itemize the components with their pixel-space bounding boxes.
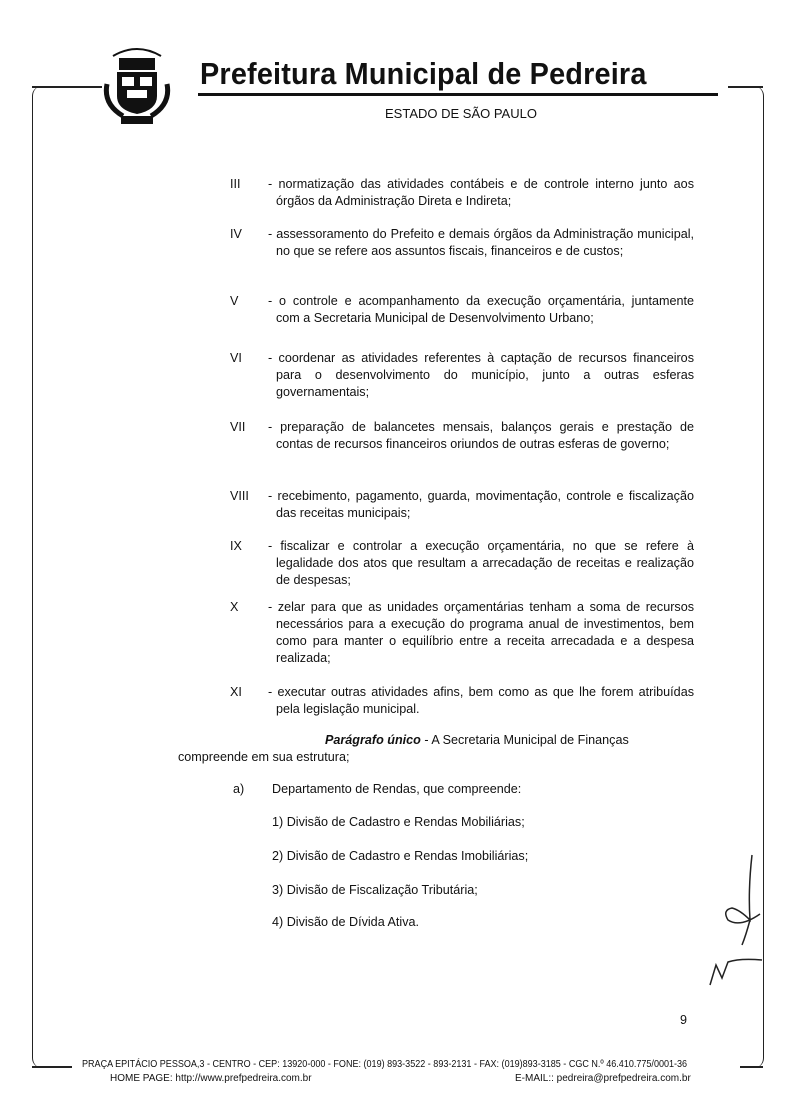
coat-of-arms-logo [103, 44, 171, 126]
item-text: - o controle e acompanhamento da execução orçamentária, juntamente com a Secretaria Municipal de Desenvolvimento Urbano; [268, 294, 694, 325]
paragraph-text-cont: compreende em sua estrutura; [178, 750, 350, 764]
title-underline [198, 93, 718, 96]
item-number: VIII [230, 489, 249, 503]
item-text: - recebimento, pagamento, guarda, movimentação, controle e fiscalização das receitas municipais; [268, 489, 694, 520]
item-text: - executar outras atividades afins, bem como as que lhe forem atribuídas pela legislação municipal. [268, 685, 694, 716]
item-text: - fiscalizar e controlar a execução orçamentária, no que se refere à legalidade dos atos que resultam a arrecadação de receitas e realização de despesas; [268, 539, 694, 587]
footer-address: PRAÇA EPITÁCIO PESSOA,3 - CENTRO - CEP: 13920-000 - FONE: (019) 893-3522 - 893-2131 - FAX: (019)893-3185 - CGC N.º 46.410.775/0001-36 [82, 1058, 688, 1070]
division-item: 2) Divisão de Cadastro e Rendas Imobiliárias; [272, 849, 529, 863]
dept-text: Departamento de Rendas, que compreende: [272, 782, 522, 796]
page-number: 9 [680, 1013, 688, 1027]
item-number: IV [230, 227, 242, 241]
paragraph-text: - A Secretaria Municipal de Finanças [420, 733, 629, 747]
frame-line [32, 1066, 72, 1068]
subtitle: ESTADO DE SÃO PAULO [385, 106, 537, 121]
item-text: - coordenar as atividades referentes à captação de recursos financeiros para o desenvolvimento do município, junto a outras esferas governamentais; [268, 351, 694, 399]
item-number: VII [230, 420, 246, 434]
item-number: X [230, 600, 239, 614]
item-number: XI [230, 685, 242, 699]
handwritten-signature [700, 850, 780, 990]
division-item: 1) Divisão de Cadastro e Rendas Mobiliárias; [272, 815, 525, 829]
item-text: - normatização das atividades contábeis e de controle interno junto aos órgãos da Administração Direta e Indireta; [268, 177, 694, 208]
item-number: III [230, 177, 241, 191]
footer-email: E-MAIL:: pedreira@prefpedreira.com.br [515, 1073, 691, 1084]
page-title: Prefeitura Municipal de Pedreira [200, 56, 647, 91]
dept-letter: a) [233, 782, 245, 796]
item-text: - preparação de balancetes mensais, balanços gerais e prestação de contas de recursos financeiros oriundos de outras esferas de governo; [268, 420, 694, 451]
frame-line [740, 1066, 763, 1068]
item-number: VI [230, 351, 242, 365]
paragraph-unico [325, 733, 629, 747]
frame-line [728, 86, 763, 88]
item-text: - zelar para que as unidades orçamentárias tenham a soma de recursos necessários para a execução do programa anual de investimentos, bem como para manter o equilíbrio entre a receita arrecadada e a despesa realizada; [268, 600, 694, 665]
division-item: 3) Divisão de Fiscalização Tributária; [272, 883, 478, 897]
item-number: IX [230, 539, 242, 553]
frame-line [32, 86, 102, 88]
footer-homepage: HOME PAGE: http://www.prefpedreira.com.br [110, 1073, 312, 1084]
paragraph-label: Parágrafo único [325, 733, 421, 747]
division-item: 4) Divisão de Dívida Ativa. [272, 915, 419, 929]
item-text: - assessoramento do Prefeito e demais órgãos da Administração municipal, no que se refere aos assuntos fiscais, financeiros e de custos; [268, 227, 694, 258]
item-number: V [230, 294, 239, 308]
